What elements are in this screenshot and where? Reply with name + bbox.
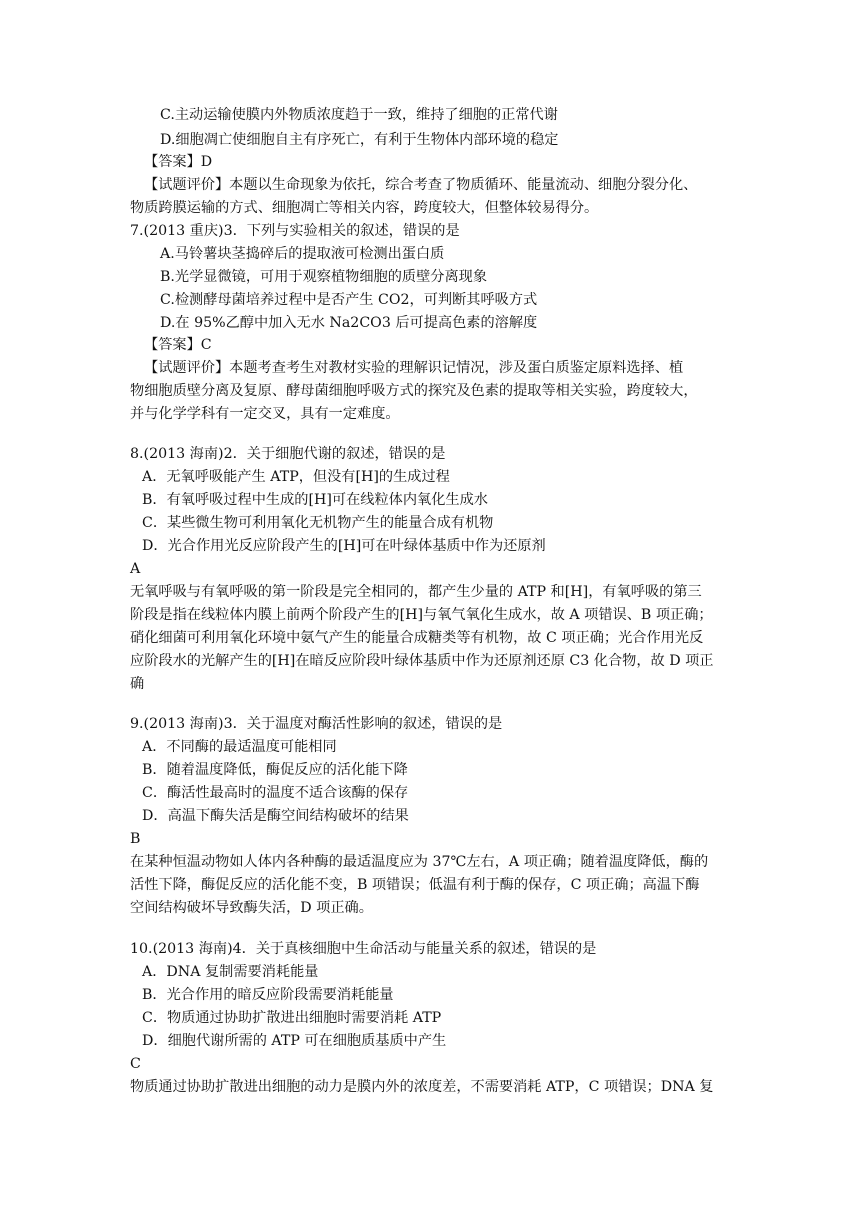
q8-option-a: A．无氧呼吸能产生 ATP，但没有[H]的生成过程 xyxy=(142,469,450,485)
q8-explanation-line-2: 阶段是指在线粒体内膜上前两个阶段产生的[H]与氧气氧化生成水，故 A 项错误、B 项正确； xyxy=(130,607,713,623)
q9-explanation-line-3: 空间结构破坏导致酶失活，D 项正确。 xyxy=(130,900,373,916)
q8-explanation-line-4: 应阶段水的光解产生的[H]在暗反应阶段叶绿体基质中作为还原剂还原 C3 化合物，故 D 项正 xyxy=(130,653,714,669)
q9-option-c: C．酶活性最高时的温度不适合该酶的保存 xyxy=(142,785,409,801)
q9-explanation-line-2: 活性下降，酶促反应的活化能不变，B 项错误；低温有利于酶的保存，C 项正确；高温下酶 xyxy=(130,877,700,893)
q8-explanation-line-1: 无氧呼吸与有氧呼吸的第一阶段是完全相同的，都产生少量的 ATP 和[H]，有氧呼吸的第三 xyxy=(130,584,702,600)
q7-option-a: A.马铃薯块茎捣碎后的提取液可检测出蛋白质 xyxy=(160,246,445,262)
q7-option-b: B.光学显微镜，可用于观察植物细胞的质壁分离现象 xyxy=(160,269,488,285)
q9-explanation-line-1: 在某种恒温动物如人体内各种酶的最适温度应为 37℃左右，A 项正确；随着温度降低，酶的 xyxy=(130,854,709,870)
q9-stem: 9.(2013 海南)3．关于温度对酶活性影响的叙述，错误的是 xyxy=(130,716,503,732)
q10-explanation-line-1: 物质通过协助扩散进出细胞的动力是膜内外的浓度差，不需要消耗 ATP，C 项错误；DNA 复 xyxy=(130,1079,714,1095)
q7-evaluation-line-1: 【试题评价】本题考查考生对教材实验的理解识记情况，涉及蛋白质鉴定原料选择、植 xyxy=(144,360,684,376)
q7-evaluation-line-2: 物细胞质壁分离及复原、酵母菌细胞呼吸方式的探究及色素的提取等相关实验，跨度较大， xyxy=(130,383,698,399)
q8-answer: A xyxy=(130,561,141,577)
q6-option-c: C.主动运输使膜内外物质浓度趋于一致，维持了细胞的正常代谢 xyxy=(160,107,558,123)
q8-explanation-line-3: 硝化细菌可利用氧化环境中氨气产生的能量合成糖类等有机物，故 C 项正确；光合作用光反 xyxy=(130,630,704,646)
q8-option-c: C．某些微生物可利用氧化无机物产生的能量合成有机物 xyxy=(142,515,494,531)
q10-answer: C xyxy=(130,1056,141,1072)
q7-option-c: C.检测酵母菌培养过程中是否产生 CO2，可判断其呼吸方式 xyxy=(160,292,538,308)
q9-answer: B xyxy=(130,831,141,847)
q10-stem: 10.(2013 海南)4．关于真核细胞中生命活动与能量关系的叙述，错误的是 xyxy=(130,941,597,957)
q10-option-b: B．光合作用的暗反应阶段需要消耗能量 xyxy=(142,987,394,1003)
q6-answer: 【答案】D xyxy=(144,154,213,170)
q9-option-b: B．随着温度降低，酶促反应的活化能下降 xyxy=(142,762,408,778)
q6-option-d: D.细胞凋亡使细胞自主有序死亡，有利于生物体内部环境的稳定 xyxy=(160,132,559,148)
q8-option-d: D．光合作用光反应阶段产生的[H]可在叶绿体基质中作为还原剂 xyxy=(142,538,546,554)
q9-option-a: A．不同酶的最适温度可能相同 xyxy=(142,739,337,755)
q7-evaluation-line-3: 并与化学学科有一定交叉，具有一定难度。 xyxy=(130,406,400,422)
q8-option-b: B．有氧呼吸过程中生成的[H]可在线粒体内氧化生成水 xyxy=(142,492,488,508)
q7-answer: 【答案】C xyxy=(144,337,212,353)
q10-option-a: A．DNA 复制需要消耗能量 xyxy=(142,964,319,980)
q6-evaluation-line-1: 【试题评价】本题以生命现象为依托，综合考查了物质循环、能量流动、细胞分裂分化、 xyxy=(144,177,698,193)
q10-option-d: D．细胞代谢所需的 ATP 可在细胞质基质中产生 xyxy=(142,1033,447,1049)
q10-option-c: C．物质通过协助扩散进出细胞时需要消耗 ATP xyxy=(142,1010,442,1026)
q9-option-d: D．高温下酶失活是酶空间结构破坏的结果 xyxy=(142,808,409,824)
q8-stem: 8.(2013 海南)2．关于细胞代谢的叙述，错误的是 xyxy=(130,446,446,462)
q6-evaluation-line-2: 物质跨膜运输的方式、细胞凋亡等相关内容，跨度较大，但整体较易得分。 xyxy=(130,200,599,216)
q8-explanation-line-5: 确 xyxy=(130,676,145,692)
q7-stem: 7.(2013 重庆)3．下列与实验相关的叙述，错误的是 xyxy=(130,223,460,239)
q7-option-d: D.在 95%乙醇中加入无水 Na2CO3 后可提高色素的溶解度 xyxy=(160,315,538,331)
